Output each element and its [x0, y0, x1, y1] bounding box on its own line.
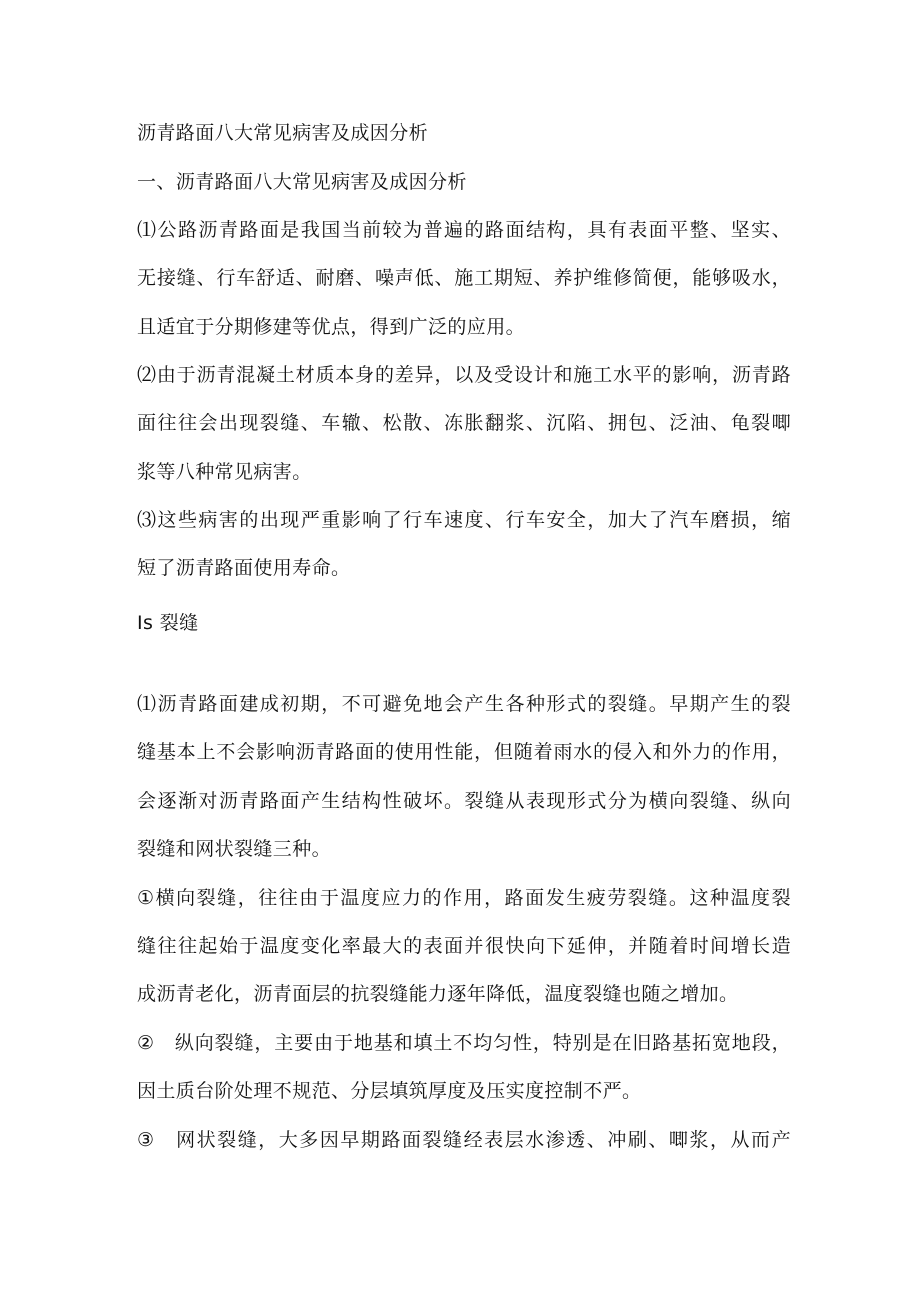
paragraph-line: ⑴沥青路面建成初期，不可避免地会产生各种形式的裂缝。早期产生的裂: [137, 693, 791, 715]
subsection-heading: Is 裂缝: [137, 612, 199, 634]
section-heading: 一、沥青路面八大常见病害及成因分析: [137, 171, 467, 193]
paragraph-line: 浆等八种常见病害。: [137, 461, 312, 483]
paragraph-line: 成沥青老化，沥青面层的抗裂缝能力逐年降低，温度裂缝也随之增加。: [137, 983, 739, 1005]
paragraph-line: ⑴公路沥青路面是我国当前较为普遍的路面结构，具有表面平整、坚实、: [137, 219, 791, 241]
paragraph-line: 裂缝和网状裂缝三种。: [137, 838, 332, 860]
paragraph-line: 因土质台阶处理不规范、分层填筑厚度及压实度控制不严。: [137, 1080, 642, 1102]
paragraph-line: ①横向裂缝，往往由于温度应力的作用，路面发生疲劳裂缝。这种温度裂: [137, 887, 791, 909]
paragraph-line: 且适宜于分期修建等优点，得到广泛的应用。: [137, 316, 526, 338]
document-title: 沥青路面八大常见病害及成因分析: [137, 122, 429, 144]
paragraph-line: 短了沥青路面使用寿命。: [137, 557, 351, 579]
paragraph-line: ② 纵向裂缝，主要由于地基和填土不均匀性，特别是在旧路基拓宽地段，: [137, 1032, 791, 1054]
paragraph-line: 缝基本上不会影响沥青路面的使用性能，但随着雨水的侵入和外力的作用，: [137, 741, 791, 763]
paragraph-line: ⑵由于沥青混凝土材质本身的差异，以及受设计和施工水平的影响，沥青路: [137, 364, 791, 386]
paragraph-line: 会逐渐对沥青路面产生结构性破坏。裂缝从表现形式分为横向裂缝、纵向: [137, 790, 791, 812]
paragraph-line: ③ 网状裂缝，大多因早期路面裂缝经表层水渗透、冲刷、唧浆，从而产: [137, 1129, 791, 1151]
paragraph-line: ⑶这些病害的出现严重影响了行车速度、行车安全，加大了汽车磨损，缩: [137, 509, 791, 531]
paragraph-line: 缝往往起始于温度变化率最大的表面并很快向下延伸，并随着时间增长造: [137, 935, 791, 957]
paragraph-line: 面往往会出现裂缝、车辙、松散、冻胀翻浆、沉陷、拥包、泛油、龟裂唧: [137, 412, 791, 434]
paragraph-line: 无接缝、行车舒适、耐磨、噪声低、施工期短、养护维修简便，能够吸水，: [137, 267, 791, 289]
